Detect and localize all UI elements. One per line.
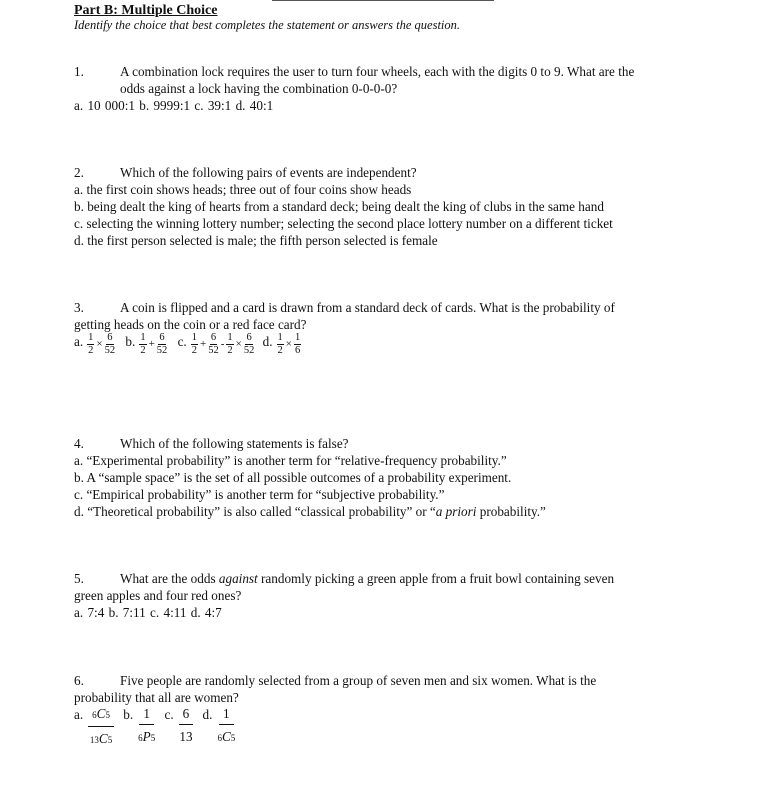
fraction: $\frac{1}{2}$	[88, 332, 94, 356]
question-text: A coin is flipped and a card is drawn from a standard deck of cards. What is the probability of	[120, 300, 615, 315]
question-5-line-2: green apples and four red ones?	[74, 588, 242, 603]
choice-c: c. selecting the winning lottery number; selecting the second place lottery number on a different ticket	[74, 216, 613, 231]
choice-a: a. the first coin shows heads; three out of four coins show heads	[74, 182, 412, 197]
choice-c: c. “Empirical probability” is another term for “subjective probability.”	[74, 487, 445, 502]
instructions: Identify the choice that best completes the statement or answers the question.	[74, 18, 461, 32]
fraction: $\frac{1}{2}$	[191, 332, 197, 356]
question-4	[74, 435, 349, 452]
question-5	[74, 570, 614, 587]
fraction: $\frac{1}{6}$	[295, 332, 301, 356]
fraction: $\frac{6}{52}$	[243, 332, 255, 356]
question-6	[74, 672, 596, 689]
choice-label: a.	[74, 334, 84, 349]
question-3	[74, 299, 615, 316]
fraction: $\frac{6}{13}$	[179, 706, 193, 744]
question-text: What are the odds against randomly picking a green apple from a fruit bowl containing seven	[120, 571, 615, 586]
question-number: 5.	[74, 571, 84, 586]
question-number: 3.	[74, 300, 84, 315]
choice-d: d. “Theoretical probability” is also called “classical probability” or “a priori probability.”	[74, 504, 546, 519]
question-1	[74, 63, 634, 80]
choice-label: c.	[164, 707, 174, 722]
choice-label: d.	[202, 707, 213, 722]
choice-label: a.	[74, 707, 84, 722]
question-3-line-2: getting heads on the coin or a red face card?	[74, 317, 307, 332]
section-title: Part B: Multiple Choice	[74, 3, 218, 18]
fraction: $\frac{6}{52}$	[156, 332, 168, 356]
question-text: Which of the following pairs of events are independent?	[120, 165, 417, 180]
fraction: $\frac{1}{6C5}$	[217, 706, 236, 744]
question-2	[74, 164, 417, 181]
choice-label: d.	[262, 334, 273, 349]
question-number: 2.	[74, 165, 84, 180]
fraction: $\frac{6}{52}$	[208, 332, 219, 356]
fraction: $\frac{1}{2}$	[227, 332, 233, 356]
question-number: 1.	[74, 64, 84, 79]
question-6-choices	[74, 706, 237, 748]
question-number: 6.	[74, 673, 84, 688]
question-1-choices: a. 10 000:1 b. 9999:1 c. 39:1 d. 40:1	[74, 98, 274, 113]
choice-label: b.	[125, 334, 136, 349]
question-1-line-2: odds against a lock having the combination 0-0-0-0?	[120, 81, 398, 96]
question-number: 4.	[74, 436, 84, 451]
choice-label: c.	[177, 334, 187, 349]
fraction: $\frac{6}{52}$	[104, 332, 116, 356]
question-5-choices: a. 7:4 b. 7:11 c. 4:11 d. 4:7	[74, 605, 222, 620]
question-6-line-2: probability that all are women?	[74, 690, 239, 705]
choice-b: b. A “sample space” is the set of all possible outcomes of a probability experiment.	[74, 470, 512, 485]
question-text: A combination lock requires the user to turn four wheels, each with the digits 0 to 9. What are the	[120, 64, 635, 79]
choice-d: d. the first person selected is male; the fifth person selected is female	[74, 233, 438, 248]
question-3-choices: a. $\frac{1}{2}$ × $\frac{6}{52}$ b. $\frac{1}{2}$ + $\frac{6}{52}$ c. $\frac{1}{2}$ + $\frac{6}{52}$ - $\frac{1}{2}$ × $\frac{6}{52}$ d. $\frac{1}{2}$ × $\frac{1}{6}$	[74, 332, 301, 356]
question-text: Which of the following statements is false?	[120, 436, 349, 451]
fraction: $\frac{1}{6P5}$	[138, 706, 156, 744]
fraction: $\frac{6C5}{13C5}$	[89, 706, 113, 746]
top-rule	[272, 0, 494, 1]
fraction: $\frac{1}{2}$	[140, 332, 146, 356]
question-text: Five people are randomly selected from a group of seven men and six women. What is the	[120, 673, 597, 688]
choice-label: b.	[123, 707, 134, 722]
choice-b: b. being dealt the king of hearts from a standard deck; being dealt the king of clubs in the same hand	[74, 199, 604, 214]
choice-a: a. “Experimental probability” is another term for “relative-frequency probability.”	[74, 453, 507, 468]
fraction: $\frac{1}{2}$	[277, 332, 283, 356]
